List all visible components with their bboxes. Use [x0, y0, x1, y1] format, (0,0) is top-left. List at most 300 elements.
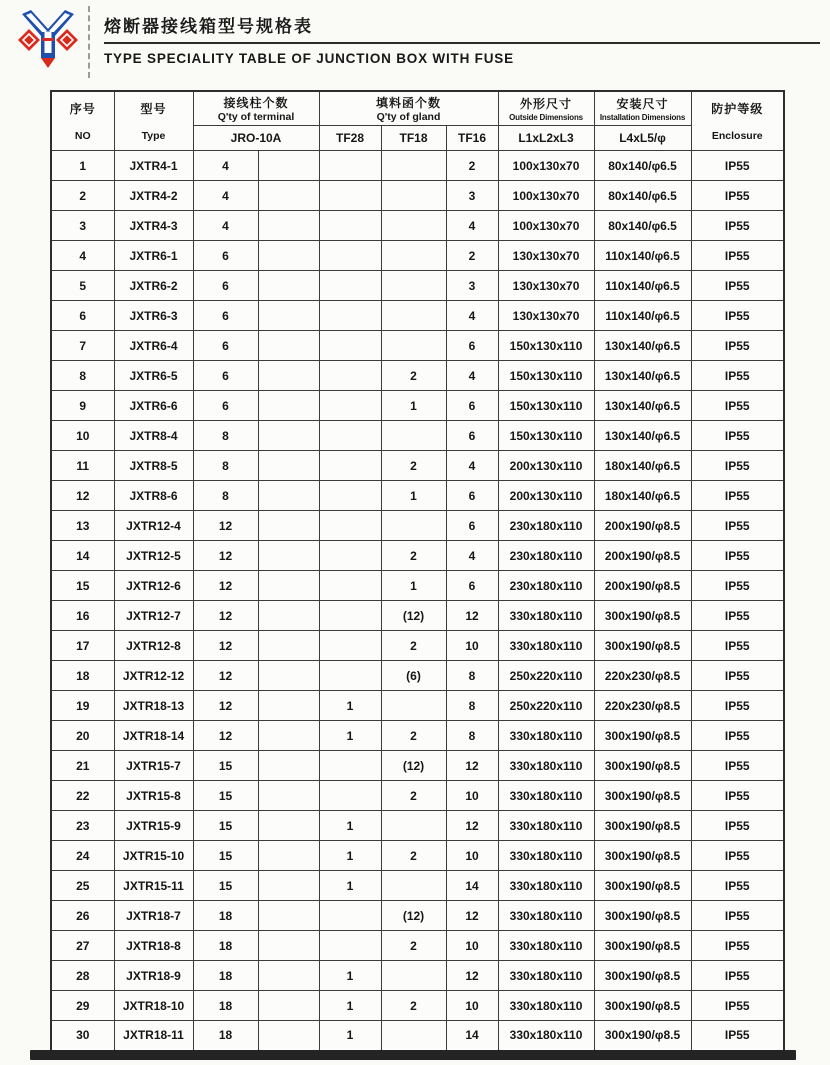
table-cell: 10: [446, 841, 498, 871]
table-row: [51, 781, 784, 811]
table-cell: 300x190/φ8.5: [594, 781, 691, 811]
table-cell-spacer: [258, 391, 319, 421]
table-cell: 150x130x110: [498, 421, 594, 451]
table-cell: 100x130x70: [498, 151, 594, 181]
table-cell: 250x220x110: [498, 691, 594, 721]
table-cell: IP55: [691, 661, 784, 691]
table-cell: [381, 151, 446, 181]
table-cell: 1: [319, 991, 381, 1021]
table-cell: 16: [51, 601, 114, 631]
page-title-english: TYPE SPECIALITY TABLE OF JUNCTION BOX WITH FUSE: [104, 51, 514, 66]
table-cell: JXTR12-8: [114, 631, 193, 661]
table-cell: 80x140/φ6.5: [594, 211, 691, 241]
table-cell: 330x180x110: [498, 631, 594, 661]
table-cell: IP55: [691, 181, 784, 211]
table-cell: JXTR4-3: [114, 211, 193, 241]
table-cell: 4: [446, 451, 498, 481]
table-cell: IP55: [691, 631, 784, 661]
table-cell: 18: [51, 661, 114, 691]
spec-table: [50, 90, 785, 1052]
table-cell: [319, 601, 381, 631]
table-cell: JXTR12-7: [114, 601, 193, 631]
table-cell: 15: [193, 781, 258, 811]
table-cell-spacer: [258, 151, 319, 181]
table-cell: JXTR18-10: [114, 991, 193, 1021]
table-cell: JXTR8-6: [114, 481, 193, 511]
table-row: [51, 571, 784, 601]
table-cell: [319, 661, 381, 691]
table-cell: 230x180x110: [498, 571, 594, 601]
table-cell: IP55: [691, 931, 784, 961]
table-cell: 200x190/φ8.5: [594, 541, 691, 571]
table-cell: 220x230/φ8.5: [594, 691, 691, 721]
table-cell: 30: [51, 1021, 114, 1051]
col-header-tf16: TF16: [446, 126, 498, 151]
table-cell: IP55: [691, 571, 784, 601]
table-cell: 2: [381, 931, 446, 961]
table-cell-spacer: [258, 421, 319, 451]
table-cell: 1: [319, 871, 381, 901]
table-cell: 6: [193, 301, 258, 331]
table-cell: JXTR12-12: [114, 661, 193, 691]
table-cell-spacer: [258, 1021, 319, 1051]
table-cell: (12): [381, 601, 446, 631]
table-cell: 12: [193, 661, 258, 691]
table-cell-spacer: [258, 721, 319, 751]
table-cell: 2: [381, 451, 446, 481]
col-header-outside: [498, 91, 594, 126]
table-cell: [381, 511, 446, 541]
table-cell: [319, 361, 381, 391]
col-header-enclosure-en: Enclosure: [711, 129, 763, 142]
table-row: [51, 601, 784, 631]
table-cell: 15: [193, 871, 258, 901]
table-cell-spacer: [258, 751, 319, 781]
table-cell: 330x180x110: [498, 811, 594, 841]
table-cell-spacer: [258, 901, 319, 931]
table-cell: 15: [193, 751, 258, 781]
col-header-outside-zh: 外形尺寸: [520, 96, 573, 111]
table-cell: 330x180x110: [498, 751, 594, 781]
table-cell: 10: [446, 781, 498, 811]
document-header: [0, 0, 830, 86]
col-header-no: [51, 91, 114, 151]
table-cell-spacer: [258, 571, 319, 601]
table-cell: 12: [193, 721, 258, 751]
table-cell: 8: [446, 691, 498, 721]
table-cell-spacer: [258, 691, 319, 721]
table-cell: [319, 421, 381, 451]
table-cell: 10: [446, 931, 498, 961]
table-row: [51, 211, 784, 241]
table-cell: JXTR6-1: [114, 241, 193, 271]
table-cell: 4: [446, 541, 498, 571]
table-cell: 300x190/φ8.5: [594, 901, 691, 931]
table-cell: [381, 421, 446, 451]
table-cell: IP55: [691, 241, 784, 271]
table-cell: [319, 931, 381, 961]
table-cell: 10: [51, 421, 114, 451]
col-header-gland-group: [319, 91, 498, 126]
table-cell: JXTR8-4: [114, 421, 193, 451]
table-cell: 8: [193, 451, 258, 481]
table-cell: 19: [51, 691, 114, 721]
table-row: [51, 271, 784, 301]
table-cell-spacer: [258, 181, 319, 211]
table-cell: 300x190/φ8.5: [594, 961, 691, 991]
table-cell: [319, 451, 381, 481]
table-cell: 230x180x110: [498, 541, 594, 571]
table-cell: 1: [381, 391, 446, 421]
table-cell: 330x180x110: [498, 1021, 594, 1051]
col-header-jro: JRO-10A: [193, 126, 319, 151]
table-cell: 12: [193, 541, 258, 571]
table-row: [51, 901, 784, 931]
col-header-l4l5: L4xL5/φ: [594, 126, 691, 151]
table-cell: 1: [381, 571, 446, 601]
table-cell: IP55: [691, 841, 784, 871]
table-cell: 330x180x110: [498, 841, 594, 871]
table-cell-spacer: [258, 871, 319, 901]
table-cell-spacer: [258, 931, 319, 961]
table-cell: 27: [51, 931, 114, 961]
table-cell: 300x190/φ8.5: [594, 631, 691, 661]
table-cell: [381, 811, 446, 841]
table-cell: 24: [51, 841, 114, 871]
table-cell: 250x220x110: [498, 661, 594, 691]
table-cell: 130x140/φ6.5: [594, 331, 691, 361]
table-cell: 23: [51, 811, 114, 841]
table-cell: 330x180x110: [498, 901, 594, 931]
header-divider: [88, 6, 90, 78]
table-cell: JXTR6-3: [114, 301, 193, 331]
table-row: [51, 451, 784, 481]
table-cell: IP55: [691, 391, 784, 421]
table-cell: 220x230/φ8.5: [594, 661, 691, 691]
table-cell: IP55: [691, 751, 784, 781]
table-cell: 2: [381, 631, 446, 661]
table-cell: 18: [193, 901, 258, 931]
table-cell: 230x180x110: [498, 511, 594, 541]
table-cell: 130x130x70: [498, 271, 594, 301]
table-cell: [319, 631, 381, 661]
table-cell: 300x190/φ8.5: [594, 601, 691, 631]
table-cell: 10: [446, 991, 498, 1021]
col-header-type-en: Type: [141, 129, 166, 142]
table-cell: 200x130x110: [498, 481, 594, 511]
table-cell: 330x180x110: [498, 721, 594, 751]
table-cell: 180x140/φ6.5: [594, 451, 691, 481]
table-cell: 6: [446, 571, 498, 601]
table-cell: [319, 301, 381, 331]
table-cell-spacer: [258, 361, 319, 391]
table-cell: 14: [446, 871, 498, 901]
table-cell: IP55: [691, 781, 784, 811]
table-cell: IP55: [691, 151, 784, 181]
table-cell-spacer: [258, 991, 319, 1021]
table-cell: IP55: [691, 481, 784, 511]
header-row-1: [51, 91, 784, 126]
table-cell: 330x180x110: [498, 781, 594, 811]
table-cell: JXTR18-9: [114, 961, 193, 991]
table-cell: JXTR6-2: [114, 271, 193, 301]
table-cell-spacer: [258, 211, 319, 241]
table-cell: [381, 871, 446, 901]
table-cell: 18: [193, 991, 258, 1021]
table-cell: 14: [446, 1021, 498, 1051]
table-cell: IP55: [691, 871, 784, 901]
table-cell: 2: [381, 841, 446, 871]
table-cell: 300x190/φ8.5: [594, 931, 691, 961]
table-cell: 4: [446, 211, 498, 241]
table-row: [51, 721, 784, 751]
table-cell: IP55: [691, 211, 784, 241]
table-cell: 6: [446, 481, 498, 511]
table-cell: IP55: [691, 301, 784, 331]
table-cell: IP55: [691, 691, 784, 721]
table-cell: 110x140/φ6.5: [594, 271, 691, 301]
table-row: [51, 241, 784, 271]
table-cell: [381, 211, 446, 241]
table-cell: 6: [51, 301, 114, 331]
table-cell-spacer: [258, 541, 319, 571]
table-cell: 1: [319, 721, 381, 751]
table-cell: 8: [51, 361, 114, 391]
table-row: [51, 301, 784, 331]
table-cell: [381, 271, 446, 301]
table-cell: JXTR15-9: [114, 811, 193, 841]
table-cell: 8: [193, 421, 258, 451]
table-cell: 18: [193, 961, 258, 991]
table-cell: JXTR8-5: [114, 451, 193, 481]
table-cell: 2: [446, 151, 498, 181]
col-header-gland-en: Q'ty of gland: [376, 111, 441, 123]
table-cell: [319, 541, 381, 571]
table-cell: JXTR18-14: [114, 721, 193, 751]
table-cell: 1: [319, 1021, 381, 1051]
table-cell: 12: [446, 751, 498, 781]
table-cell: 9: [51, 391, 114, 421]
col-header-type: [114, 91, 193, 151]
table-row: [51, 691, 784, 721]
table-cell: 13: [51, 511, 114, 541]
table-cell: 130x140/φ6.5: [594, 361, 691, 391]
table-cell: 12: [446, 811, 498, 841]
table-cell: JXTR6-5: [114, 361, 193, 391]
table-cell: 150x130x110: [498, 391, 594, 421]
table-cell: [381, 181, 446, 211]
table-cell: 100x130x70: [498, 211, 594, 241]
table-cell: 1: [319, 691, 381, 721]
table-cell: [319, 271, 381, 301]
table-cell-spacer: [258, 241, 319, 271]
table-cell: JXTR4-1: [114, 151, 193, 181]
table-cell: JXTR15-11: [114, 871, 193, 901]
table-row: [51, 871, 784, 901]
table-cell: 300x190/φ8.5: [594, 721, 691, 751]
table-cell: 110x140/φ6.5: [594, 301, 691, 331]
table-cell: 6: [446, 331, 498, 361]
table-cell: JXTR6-6: [114, 391, 193, 421]
col-header-no-zh: 序号: [69, 102, 96, 117]
table-cell: 2: [381, 991, 446, 1021]
table-cell: 330x180x110: [498, 931, 594, 961]
table-cell: 1: [319, 811, 381, 841]
table-row: [51, 511, 784, 541]
table-cell: 2: [446, 241, 498, 271]
table-cell: IP55: [691, 331, 784, 361]
table-cell: 25: [51, 871, 114, 901]
table-cell: 6: [446, 421, 498, 451]
table-cell: 180x140/φ6.5: [594, 481, 691, 511]
table-row: [51, 391, 784, 421]
table-cell-spacer: [258, 451, 319, 481]
table-cell: (6): [381, 661, 446, 691]
table-cell: 150x130x110: [498, 361, 594, 391]
table-cell: 18: [193, 1021, 258, 1051]
table-cell: 300x190/φ8.5: [594, 871, 691, 901]
table-cell: JXTR18-7: [114, 901, 193, 931]
table-cell: 6: [193, 241, 258, 271]
col-header-l1l2l3: L1xL2xL3: [498, 126, 594, 151]
table-cell: IP55: [691, 541, 784, 571]
col-header-no-en: NO: [74, 129, 91, 142]
table-cell: 4: [193, 211, 258, 241]
table-cell: 200x190/φ8.5: [594, 571, 691, 601]
col-header-install-zh: 安装尺寸: [616, 96, 669, 111]
table-row: [51, 661, 784, 691]
title-rule: [104, 42, 820, 44]
table-cell: 6: [193, 391, 258, 421]
table-cell: 26: [51, 901, 114, 931]
col-header-outside-en: Outside Dimensions: [509, 113, 583, 123]
table-cell: 6: [446, 511, 498, 541]
table-cell: [319, 151, 381, 181]
table-cell: [319, 181, 381, 211]
table-row: [51, 751, 784, 781]
col-header-terminal-zh: 接线柱个数: [223, 96, 289, 110]
table-cell: 8: [446, 721, 498, 751]
table-cell: 15: [193, 811, 258, 841]
table-cell: 20: [51, 721, 114, 751]
table-cell: IP55: [691, 361, 784, 391]
table-cell: [319, 751, 381, 781]
table-cell: 12: [193, 571, 258, 601]
table-cell: [319, 571, 381, 601]
table-cell: 80x140/φ6.5: [594, 181, 691, 211]
table-cell: 18: [193, 931, 258, 961]
table-cell: 21: [51, 751, 114, 781]
page-title-chinese: 熔断器接线箱型号规格表: [104, 17, 313, 36]
table-cell: 28: [51, 961, 114, 991]
table-cell: JXTR12-4: [114, 511, 193, 541]
company-logo-icon: [16, 8, 80, 74]
table-cell-spacer: [258, 781, 319, 811]
table-cell: 2: [381, 361, 446, 391]
table-cell: 4: [193, 181, 258, 211]
table-cell: 12: [446, 901, 498, 931]
table-cell-spacer: [258, 511, 319, 541]
table-cell: [319, 331, 381, 361]
table-cell: JXTR15-8: [114, 781, 193, 811]
col-header-gland-zh: 填料函个数: [376, 96, 442, 110]
table-cell: 330x180x110: [498, 871, 594, 901]
table-body: [51, 151, 784, 1051]
col-header-terminal-en: Q'ty of terminal: [217, 111, 295, 123]
table-cell: 300x190/φ8.5: [594, 1021, 691, 1051]
table-cell: 2: [381, 781, 446, 811]
table-cell: 1: [319, 961, 381, 991]
table-cell-spacer: [258, 961, 319, 991]
table-cell: 300x190/φ8.5: [594, 991, 691, 1021]
table-cell: [381, 331, 446, 361]
table-cell: [381, 961, 446, 991]
table-cell: JXTR18-11: [114, 1021, 193, 1051]
table-cell: 150x130x110: [498, 331, 594, 361]
table-row: [51, 361, 784, 391]
table-cell: JXTR12-5: [114, 541, 193, 571]
table-cell: 4: [446, 361, 498, 391]
table-cell: 4: [51, 241, 114, 271]
table-cell: IP55: [691, 811, 784, 841]
table-cell-spacer: [258, 631, 319, 661]
table-cell: 12: [446, 601, 498, 631]
table-cell: 12: [193, 691, 258, 721]
table-cell: IP55: [691, 451, 784, 481]
table-cell: [319, 481, 381, 511]
table-row: [51, 151, 784, 181]
table-cell: IP55: [691, 1021, 784, 1051]
table-cell: 6: [193, 361, 258, 391]
table-cell: 100x130x70: [498, 181, 594, 211]
table-cell: IP55: [691, 901, 784, 931]
table-cell: (12): [381, 751, 446, 781]
table-cell: 11: [51, 451, 114, 481]
table-cell-spacer: [258, 331, 319, 361]
table-cell: 3: [446, 181, 498, 211]
table-cell: [319, 901, 381, 931]
table-cell: 8: [446, 661, 498, 691]
table-cell: 130x130x70: [498, 241, 594, 271]
table-cell: JXTR4-2: [114, 181, 193, 211]
table-cell: 1: [381, 481, 446, 511]
table-cell: IP55: [691, 991, 784, 1021]
table-cell: 15: [193, 841, 258, 871]
table-cell: IP55: [691, 271, 784, 301]
table-cell: 12: [193, 511, 258, 541]
table-cell: 330x180x110: [498, 961, 594, 991]
table-cell: 6: [193, 331, 258, 361]
table-row: [51, 541, 784, 571]
table-cell: (12): [381, 901, 446, 931]
col-header-tf28: TF28: [319, 126, 381, 151]
table-cell: 130x140/φ6.5: [594, 421, 691, 451]
table-cell: 110x140/φ6.5: [594, 241, 691, 271]
table-cell: 12: [193, 631, 258, 661]
table-cell: JXTR18-8: [114, 931, 193, 961]
table-cell: 29: [51, 991, 114, 1021]
table-cell: [381, 691, 446, 721]
table-cell: IP55: [691, 961, 784, 991]
table-cell: 330x180x110: [498, 601, 594, 631]
table-cell: 12: [193, 601, 258, 631]
table-row: [51, 991, 784, 1021]
table-cell-spacer: [258, 271, 319, 301]
table-cell: JXTR12-6: [114, 571, 193, 601]
table-cell: 22: [51, 781, 114, 811]
table-cell: [381, 241, 446, 271]
col-header-type-zh: 型号: [140, 102, 167, 117]
